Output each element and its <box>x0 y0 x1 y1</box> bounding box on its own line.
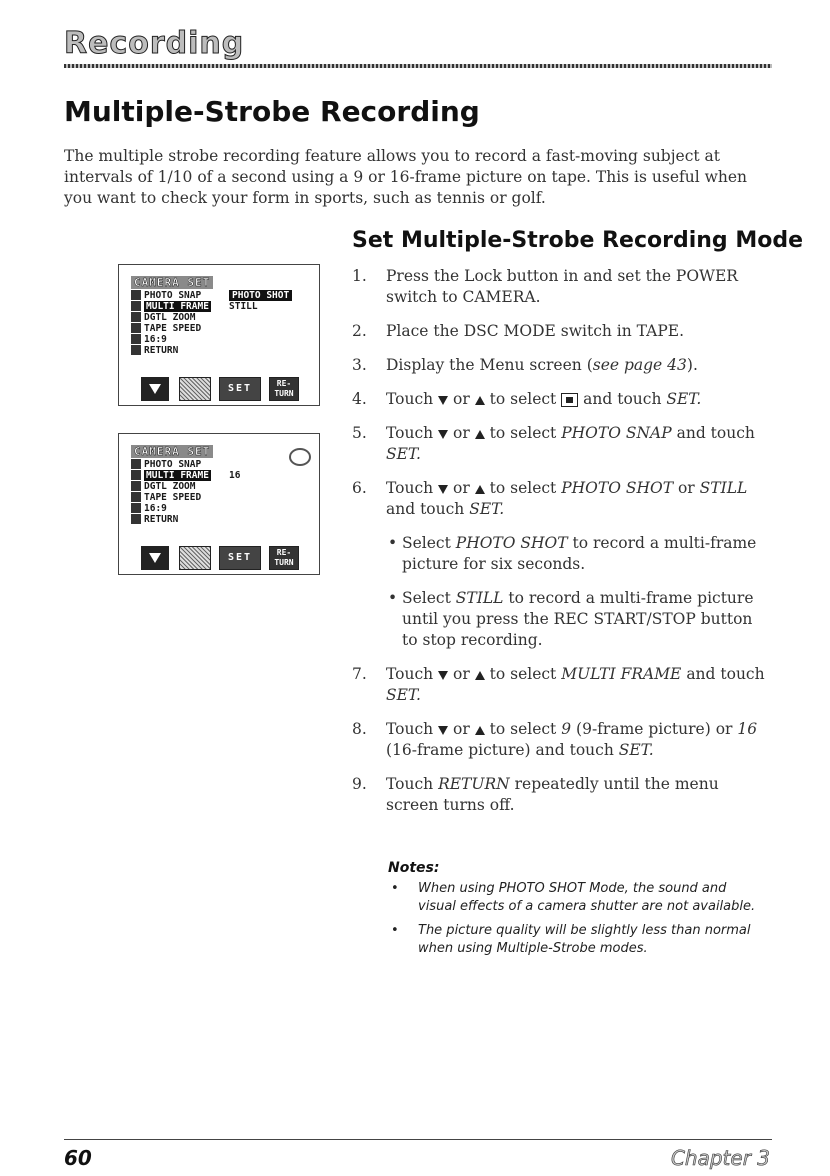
notes-title: Notes: <box>388 860 440 876</box>
menu-row: DGTL ZOOM <box>131 481 317 492</box>
down-arrow-icon <box>438 430 448 439</box>
tape-icon <box>131 492 141 502</box>
bullet-photo-shot: • Select PHOTO SHOT to record a multi-frame picture for six seconds. <box>352 533 772 575</box>
page-number: 60 <box>64 1146 92 1170</box>
intro-paragraph: The multiple strobe recording feature allows you to record a fast-moving subject at intervals of 1/10 of a second using a 9 or 16-frame picture on tape. This is useful when you want to check your form in sports, such as tennis or golf. <box>64 147 748 207</box>
menu-row: MULTI FRAME 16 <box>131 470 317 481</box>
section-subtitle: Set Multiple-Strobe Recording Mode <box>352 228 803 253</box>
up-arrow-icon <box>475 396 485 405</box>
screen-heading: CAMERA SET <box>131 276 213 289</box>
menu-screen-illustration-2 <box>118 433 320 575</box>
down-arrow-icon <box>438 726 448 735</box>
note-item: • The picture quality will be slightly less than normal when using Multiple-Strobe modes. <box>388 922 768 958</box>
bullet-still: • Select STILL to record a multi-frame picture until you press the REC START/STOP button to stop recording. <box>352 588 772 651</box>
step-9: 9. Touch RETURN repeatedly until the menu screen turns off. <box>352 775 719 814</box>
down-arrow-icon <box>438 485 448 494</box>
down-arrow-icon <box>141 546 169 570</box>
section-header: Recording <box>64 26 245 61</box>
widescreen-icon <box>131 503 141 513</box>
step-8: 8. Touch or to select 9 (9-frame picture) or 16 (16-frame picture) and touch SET. <box>352 720 758 759</box>
step-2: 2. Place the DSC MODE switch in TAPE. <box>352 322 685 340</box>
menu-row: RETURN <box>131 345 317 356</box>
up-arrow-icon <box>475 671 485 680</box>
set-button-illustration: SET <box>219 546 261 570</box>
return-button-illustration: RE- TURN <box>269 546 299 570</box>
menu-row: MULTI FRAME STILL <box>131 301 317 312</box>
menu-row: TAPE SPEED <box>131 492 317 503</box>
step-5: 5. Touch or to select PHOTO SNAP and touch SET. <box>352 424 755 463</box>
camera-set-icon <box>561 393 578 407</box>
up-arrow-icon <box>475 430 485 439</box>
screen-buttons <box>141 377 309 399</box>
header-rule <box>64 64 772 68</box>
step-3: 3. Display the Menu screen (see page 43). <box>352 356 698 374</box>
multi-frame-icon <box>131 301 141 311</box>
menu-row: 16:9 <box>131 334 317 345</box>
zoom-icon <box>131 481 141 491</box>
return-button-illustration: RE- TURN <box>269 377 299 401</box>
return-icon <box>131 514 141 524</box>
step-7: 7. Touch or to select MULTI FRAME and touch SET. <box>352 665 765 704</box>
chapter-label: Chapter 3 <box>670 1146 770 1170</box>
tape-icon <box>131 323 141 333</box>
multi-frame-icon <box>131 470 141 480</box>
camera-icon <box>131 459 141 469</box>
zoom-icon <box>131 312 141 322</box>
up-arrow-icon <box>475 726 485 735</box>
steps-list <box>352 266 772 829</box>
set-button-illustration: SET <box>219 377 261 401</box>
menu-row: PHOTO SNAP PHOTO SHOT <box>131 290 317 301</box>
menu-row: RETURN <box>131 514 317 525</box>
menu-row: 16:9 <box>131 503 317 514</box>
note-item: • When using PHOTO SHOT Mode, the sound and visual effects of a camera shutter are not available. <box>388 880 768 916</box>
menu-row: PHOTO SNAP <box>131 459 317 470</box>
screen-heading: CAMERA SET <box>131 445 213 458</box>
step-6: 6. Touch or to select PHOTO SHOT or STILL and touch SET. <box>352 479 748 518</box>
pattern-icon <box>179 546 211 570</box>
widescreen-icon <box>131 334 141 344</box>
screen-buttons <box>141 546 309 568</box>
step-1: 1. Press the Lock button in and set the POWER switch to CAMERA. <box>352 267 738 306</box>
page-title: Multiple-Strobe Recording <box>64 95 480 128</box>
down-arrow-icon <box>438 396 448 405</box>
menu-row: TAPE SPEED <box>131 323 317 334</box>
notes-list <box>388 880 768 964</box>
pattern-icon <box>179 377 211 401</box>
menu-screen-illustration-1 <box>118 264 320 406</box>
down-arrow-icon <box>141 377 169 401</box>
return-icon <box>131 345 141 355</box>
footer-rule <box>64 1139 772 1140</box>
menu-row: DGTL ZOOM <box>131 312 317 323</box>
camera-icon <box>131 290 141 300</box>
step-4: 4. Touch or to select and touch SET. <box>352 390 702 408</box>
down-arrow-icon <box>438 671 448 680</box>
up-arrow-icon <box>475 485 485 494</box>
